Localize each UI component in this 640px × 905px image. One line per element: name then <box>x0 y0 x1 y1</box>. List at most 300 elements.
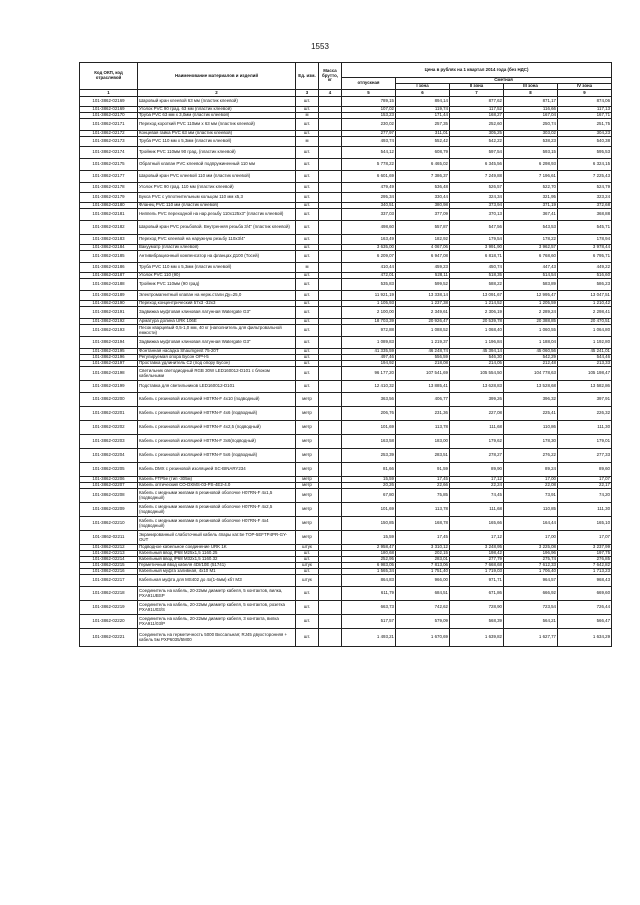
item-zone-4-price: 3 978,44 <box>558 245 612 251</box>
item-code: 101-3862-02172 <box>80 131 138 137</box>
table-row <box>80 629 612 647</box>
item-zone-3-price: 250,74 <box>504 119 558 131</box>
table-row <box>80 291 612 301</box>
item-zone-3-price: 104 778,63 <box>504 367 558 381</box>
item-release-price: 340,51 <box>342 203 396 209</box>
item-code: 101-3862-02216 <box>80 569 138 575</box>
item-zone-3-price: 321,95 <box>504 193 558 203</box>
item-name: Экранированный слаботочный кабель 4пары кат.5e TOP-5EFTP4PR-GY-OUT <box>138 531 296 545</box>
table-row <box>80 463 612 477</box>
item-mass <box>319 489 342 503</box>
item-name: Шаровый кран PVC клеевой 110 мм (пластик клеевой) <box>138 171 296 183</box>
item-unit: шт. <box>296 319 319 325</box>
table-row <box>80 119 612 131</box>
item-mass <box>319 235 342 245</box>
table-row <box>80 517 612 531</box>
item-zone-3-price: 275,74 <box>504 557 558 563</box>
item-zone-3-price: 538,23 <box>504 137 558 147</box>
item-zone-2-price: 179,54 <box>450 235 504 245</box>
table-row <box>80 183 612 193</box>
item-name: Подставка для светильников LED160012-D101 <box>138 381 296 393</box>
item-zone-4-price: 726,44 <box>558 601 612 615</box>
item-zone-4-price: 276,85 <box>558 557 612 563</box>
table-row <box>80 435 612 449</box>
item-mass <box>319 159 342 171</box>
item-zone-3-price: 447,43 <box>504 263 558 273</box>
item-zone-2-price: 117,52 <box>450 107 504 113</box>
column-number: 4 <box>319 90 342 97</box>
item-name: Букса PVC с уплотнительным кольцом 110 мм x5,3 <box>138 193 296 203</box>
item-name: Труба PVC 63 мм x 3,0мм (пластик клеевой) <box>138 113 296 119</box>
item-zone-3-price: 178,22 <box>504 235 558 245</box>
table-row <box>80 209 612 221</box>
item-release-price: 6 601,69 <box>342 171 396 183</box>
item-name: Кабель DMX с резиновой изоляцией SC-BINARY234 <box>138 463 296 477</box>
item-release-price: 20,26 <box>342 483 396 489</box>
header-zone-1: I зона <box>396 84 450 90</box>
item-zone-4-price: 74,20 <box>558 489 612 503</box>
item-release-price: 337,03 <box>342 209 396 221</box>
item-zone-1-price: 183,00 <box>396 435 450 449</box>
item-code: 101-3862-02218 <box>80 587 138 601</box>
item-zone-4-price: 117,13 <box>558 107 612 113</box>
item-name: Труба PVC 110 мм x 5,3мм (пластик клеевой) <box>138 137 296 147</box>
table-row <box>80 531 612 545</box>
item-zone-3-price: 7 196,61 <box>504 171 558 183</box>
item-unit: м <box>296 137 319 147</box>
item-code: 101-3862-02188 <box>80 279 138 291</box>
item-code: 101-3862-02196 <box>80 355 138 361</box>
header-zone-4: IV зона <box>558 84 612 90</box>
item-code: 101-3862-02221 <box>80 629 138 647</box>
table-row <box>80 147 612 159</box>
item-name: Кабель с резиновой изоляцией H07RN-F 3x6(подводный) <box>138 435 296 449</box>
item-code: 101-3862-02200 <box>80 393 138 407</box>
item-name: Вакууматр (пластик клеевой) <box>138 245 296 251</box>
item-zone-2-price: 877,62 <box>450 97 504 107</box>
item-zone-2-price: 728,90 <box>450 601 504 615</box>
item-zone-1-price: 894,14 <box>396 97 450 107</box>
table-row <box>80 97 612 107</box>
item-zone-1-price: 171,44 <box>396 113 450 119</box>
item-zone-3-price: 3 962,57 <box>504 245 558 251</box>
header-unit: Ед. изм. <box>296 63 319 90</box>
item-name: Соединитель на кабель, 20-22мм диаметр кабеля, 5 контактов, розетка PXA91U03/S <box>138 601 296 615</box>
header-mass: Масса брутто, кг <box>319 63 342 90</box>
item-zone-2-price: 546,30 <box>450 355 504 361</box>
item-zone-4-price: 6 795,71 <box>558 251 612 263</box>
item-release-price: 163,58 <box>342 435 396 449</box>
item-mass <box>319 463 342 477</box>
item-code: 101-3862-02184 <box>80 245 138 251</box>
item-zone-4-price: 372,68 <box>558 203 612 209</box>
item-code: 101-3862-02187 <box>80 273 138 279</box>
item-zone-1-price: 107 541,69 <box>396 367 450 381</box>
item-zone-1-price: 1 670,69 <box>396 629 450 647</box>
item-zone-4-price: 544,46 <box>558 355 612 361</box>
item-release-price: 1 565,34 <box>342 569 396 575</box>
item-unit: шт. <box>296 569 319 575</box>
item-release-price: 230,02 <box>342 119 396 131</box>
price-table-body <box>80 97 612 647</box>
item-zone-1-price: 22,66 <box>396 483 450 489</box>
item-unit: шт. <box>296 131 319 137</box>
item-unit: шт. <box>296 381 319 393</box>
item-mass <box>319 517 342 531</box>
item-zone-1-price: 966,00 <box>396 575 450 587</box>
item-zone-3-price: 22,08 <box>504 483 558 489</box>
item-zone-1-price: 552,42 <box>396 137 450 147</box>
item-zone-1-price: 113,78 <box>396 421 450 435</box>
item-unit: шт. <box>296 301 319 307</box>
item-release-price: 295,34 <box>342 193 396 203</box>
item-zone-1-price: 528,11 <box>396 273 450 279</box>
item-release-price: 1 089,83 <box>342 337 396 349</box>
item-name: Кабель с медными жилами в резиновой оболочке H07RN-F 4x2,5 (подводный) <box>138 503 296 517</box>
item-zone-2-price: 2 306,19 <box>450 307 504 319</box>
item-release-price: 107,02 <box>342 107 396 113</box>
item-zone-3-price: 2 289,24 <box>504 307 558 319</box>
item-release-price: 498,60 <box>342 221 396 235</box>
item-zone-3-price: 564,21 <box>504 615 558 629</box>
item-zone-3-price: 12 995,47 <box>504 291 558 301</box>
item-name: Тройник PVC 110мм (90 град) <box>138 279 296 291</box>
item-zone-4-price: 167,71 <box>558 113 612 119</box>
item-mass <box>319 393 342 407</box>
item-zone-1-price: 257,35 <box>396 119 450 131</box>
item-release-price: 253,39 <box>342 449 396 463</box>
item-release-price: 363,56 <box>342 393 396 407</box>
item-zone-1-price: 536,48 <box>396 183 450 193</box>
item-zone-4-price: 111,30 <box>558 421 612 435</box>
item-release-price: 11 921,19 <box>342 291 396 301</box>
item-release-price: 6 983,05 <box>342 563 396 569</box>
item-zone-1-price: 182,92 <box>396 235 450 245</box>
item-zone-3-price: 542,29 <box>504 355 558 361</box>
item-zone-4-price: 449,22 <box>558 263 612 273</box>
item-mass <box>319 119 342 131</box>
item-code: 101-3862-02192 <box>80 319 138 325</box>
item-zone-4-price: 7 225,43 <box>558 171 612 183</box>
item-zone-3-price: 73,91 <box>504 489 558 503</box>
item-release-price: 497,46 <box>342 355 396 361</box>
item-zone-1-price: 1 088,52 <box>396 325 450 337</box>
item-zone-1-price: 119,74 <box>396 107 450 113</box>
item-zone-1-price: 311,01 <box>396 131 450 137</box>
item-mass <box>319 421 342 435</box>
item-zone-1-price: 13 338,14 <box>396 291 450 301</box>
item-zone-2-price: 277,79 <box>450 557 504 563</box>
item-mass <box>319 183 342 193</box>
item-mass <box>319 97 342 107</box>
item-zone-4-price: 2 298,41 <box>558 307 612 319</box>
item-release-price: 2 100,00 <box>342 307 396 319</box>
item-unit: метр <box>296 421 319 435</box>
item-release-price: 493,74 <box>342 137 396 147</box>
item-zone-1-price: 168,78 <box>396 517 450 531</box>
table-row <box>80 393 612 407</box>
item-zone-4-price: 105 198,47 <box>558 367 612 381</box>
item-unit: шт. <box>296 587 319 601</box>
item-zone-3-price: 7 612,33 <box>504 563 558 569</box>
item-zone-2-price: 214,05 <box>450 361 504 367</box>
item-mass <box>319 221 342 235</box>
item-release-price: 163,49 <box>342 235 396 245</box>
item-zone-2-price: 252,60 <box>450 119 504 131</box>
item-release-price: 3 635,00 <box>342 245 396 251</box>
item-unit: шт. <box>296 307 319 319</box>
item-release-price: 479,49 <box>342 183 396 193</box>
item-name: Переход PVC клеевой на наружную резьбу 110x3/4" <box>138 235 296 245</box>
item-code: 101-3862-02177 <box>80 171 138 183</box>
item-code: 101-3862-02182 <box>80 221 138 235</box>
item-release-price: 12 410,32 <box>342 381 396 393</box>
item-code: 101-3862-02214 <box>80 557 138 563</box>
item-code: 101-3862-02191 <box>80 307 138 319</box>
item-zone-1-price: 6 465,02 <box>396 159 450 171</box>
item-code: 101-3862-02206 <box>80 477 138 483</box>
item-zone-1-price: 4 067,06 <box>396 245 450 251</box>
item-zone-2-price: 6 818,71 <box>450 251 504 263</box>
item-unit: метр <box>296 449 319 463</box>
item-mass <box>319 291 342 301</box>
item-code: 101-3862-02170 <box>80 113 138 119</box>
item-unit: шт. <box>296 171 319 183</box>
table-row <box>80 325 612 337</box>
item-name: Кабель FTP5e (тип -305м) <box>138 477 296 483</box>
item-release-price: 5 778,22 <box>342 159 396 171</box>
table-row <box>80 235 612 245</box>
item-mass <box>319 449 342 463</box>
item-zone-1-price: 406,77 <box>396 393 450 407</box>
item-zone-1-price: 684,51 <box>396 587 450 601</box>
item-zone-4-price: 7 642,82 <box>558 563 612 569</box>
item-zone-2-price: 3 248,95 <box>450 545 504 551</box>
item-zone-4-price: 277,33 <box>558 449 612 463</box>
item-zone-2-price: 568,39 <box>450 615 504 629</box>
item-zone-4-price: 22,17 <box>558 483 612 489</box>
item-zone-3-price: 1 060,55 <box>504 325 558 337</box>
item-unit: метр <box>296 407 319 421</box>
item-code: 101-3862-02198 <box>80 367 138 381</box>
item-zone-1-price: 231,36 <box>396 407 450 421</box>
item-zone-3-price: 6 298,93 <box>504 159 558 171</box>
item-release-price: 15,59 <box>342 477 396 483</box>
item-zone-1-price: 459,23 <box>396 263 450 273</box>
item-name: Обратный клапан PVC клеевой подпружиненный 110 мм <box>138 159 296 171</box>
item-release-price: 472,01 <box>342 273 396 279</box>
item-zone-2-price: 105 554,50 <box>450 367 504 381</box>
item-zone-2-price: 7 668,68 <box>450 563 504 569</box>
item-code: 101-3862-02174 <box>80 147 138 159</box>
table-row <box>80 587 612 601</box>
item-zone-2-price: 278,27 <box>450 449 504 463</box>
item-zone-4-price: 1 210,42 <box>558 301 612 307</box>
item-zone-4-price: 968,43 <box>558 575 612 587</box>
item-zone-1-price: 7 386,37 <box>396 171 450 183</box>
item-release-price: 517,57 <box>342 615 396 629</box>
item-zone-3-price: 522,70 <box>504 183 558 193</box>
item-zone-4-price: 540,38 <box>558 137 612 147</box>
column-number: 1 <box>80 90 138 97</box>
item-unit: шт. <box>296 629 319 647</box>
item-code: 101-3862-02204 <box>80 449 138 463</box>
item-zone-3-price: 3 225,08 <box>504 545 558 551</box>
item-code: 101-3862-02203 <box>80 435 138 449</box>
item-zone-3-price: 666,92 <box>504 587 558 601</box>
header-estimate-price: Сметная <box>396 78 612 84</box>
item-zone-2-price: 198,42 <box>450 551 504 557</box>
item-unit: метр <box>296 463 319 477</box>
item-name: Фонтанная насадка Shaumgeist 75-20T <box>138 349 296 355</box>
item-code: 101-3862-02207 <box>80 483 138 489</box>
item-zone-4-price: 20 470,51 <box>558 319 612 325</box>
item-code: 101-3862-02169 <box>80 107 138 113</box>
item-mass <box>319 307 342 319</box>
item-zone-3-price: 6 768,60 <box>504 251 558 263</box>
item-mass <box>319 325 342 337</box>
column-number: 8 <box>504 90 558 97</box>
item-zone-2-price: 373,94 <box>450 203 504 209</box>
header-price-group: Цена в рублях на 1 квартал 2014 года (без НДС) <box>342 63 612 78</box>
item-mass <box>319 435 342 449</box>
item-name: Кабель с резиновой изоляцией H07RN-F 4x10 (подводный) <box>138 393 296 407</box>
column-number: 7 <box>450 90 504 97</box>
item-zone-2-price: 179,62 <box>450 435 504 449</box>
item-zone-2-price: 518,35 <box>450 273 504 279</box>
item-zone-1-price: 75,85 <box>396 489 450 503</box>
item-unit: шт. <box>296 97 319 107</box>
item-code: 101-3862-02205 <box>80 463 138 477</box>
header-name: Наименование материалов и изделий <box>138 63 296 90</box>
item-name: Кабельный муфта заливная, 4x10 M1 <box>138 569 296 575</box>
item-zone-1-price: 380,98 <box>396 203 450 209</box>
header-zone-3: III зона <box>504 84 558 90</box>
item-zone-3-price: 1 627,77 <box>504 629 558 647</box>
item-name: Переход концентрический 57x3 -32x3 <box>138 301 296 307</box>
item-zone-1-price: 3 310,12 <box>396 545 450 551</box>
item-zone-4-price: 13 582,86 <box>558 381 612 393</box>
item-mass <box>319 407 342 421</box>
table-row <box>80 449 612 463</box>
item-name: Светильник светодиодный RGB 30W LED160012-D101 c блоком кабельными <box>138 367 296 381</box>
item-release-price: 252,95 <box>342 557 396 563</box>
item-zone-4-price: 524,79 <box>558 183 612 193</box>
item-zone-3-price: 196,96 <box>504 551 558 557</box>
item-zone-2-price: 305,25 <box>450 131 504 137</box>
item-zone-4-price: 45 241,01 <box>558 349 612 355</box>
item-zone-1-price: 579,09 <box>396 615 450 629</box>
price-table <box>79 62 612 647</box>
item-mass <box>319 531 342 545</box>
item-zone-2-price: 671,86 <box>450 587 504 601</box>
item-zone-4-price: 17,07 <box>558 531 612 545</box>
item-zone-3-price: 45 060,56 <box>504 349 558 355</box>
table-row <box>80 251 612 263</box>
item-name: Уголок PVC 90 град. 63 мм (пластик клеевой) <box>138 107 296 113</box>
item-zone-3-price: 110,85 <box>504 503 558 517</box>
item-release-price: 6 209,07 <box>342 251 396 263</box>
item-zone-2-price: 1 719,03 <box>450 569 504 575</box>
item-mass <box>319 337 342 349</box>
item-release-price: 972,88 <box>342 325 396 337</box>
item-zone-4-price: 197,75 <box>558 551 612 557</box>
item-zone-1-price: 7 813,06 <box>396 563 450 569</box>
table-row <box>80 575 612 587</box>
item-zone-2-price: 111,68 <box>450 503 504 517</box>
item-zone-1-price: 1 237,38 <box>396 301 450 307</box>
item-zone-2-price: 20 539,78 <box>450 319 504 325</box>
item-unit: метр <box>296 435 319 449</box>
item-unit: метр <box>296 489 319 503</box>
table-row <box>80 407 612 421</box>
item-zone-1-price: 599,52 <box>396 279 450 291</box>
item-mass <box>319 615 342 629</box>
item-code: 101-3862-02180 <box>80 203 138 209</box>
item-zone-4-price: 111,30 <box>558 503 612 517</box>
table-row <box>80 171 612 183</box>
item-mass <box>319 171 342 183</box>
item-unit: шт. <box>296 279 319 291</box>
item-zone-2-price: 597,54 <box>450 147 504 159</box>
item-name: Концевая гайка PVC 63 мм (пластик клеевой) <box>138 131 296 137</box>
item-zone-3-price: 964,57 <box>504 575 558 587</box>
item-unit: шт. <box>296 557 319 563</box>
item-zone-2-price: 22,24 <box>450 483 504 489</box>
column-number: 2 <box>138 90 296 97</box>
item-zone-2-price: 1 196,84 <box>450 337 504 349</box>
item-zone-3-price: 593,15 <box>504 147 558 159</box>
item-code: 101-3862-02202 <box>80 421 138 435</box>
item-unit: шт. <box>296 203 319 209</box>
item-name: Антивибрационный компенсатор на фланцах Д100 (Тосей) <box>138 251 296 263</box>
item-mass <box>319 629 342 647</box>
item-release-price: 789,15 <box>342 97 396 107</box>
header-code: Код ОКП, код отраслевой <box>80 63 138 90</box>
item-zone-2-price: 6 345,56 <box>450 159 504 171</box>
item-release-price: 67,80 <box>342 489 396 503</box>
item-unit: шт. <box>296 147 319 159</box>
item-name: Соединитель на кабель, 20-22мм диаметр кабеля, 3 контакта, вилка PXA911/03/P <box>138 615 296 629</box>
item-zone-2-price: 17,12 <box>450 531 504 545</box>
item-code: 101-3862-02175 <box>80 159 138 171</box>
item-code: 101-3862-02195 <box>80 349 138 355</box>
item-release-price: 544,12 <box>342 147 396 159</box>
item-name: Кабель с резиновой изоляцией H07RN-F 4x2,5 (подводный) <box>138 421 296 435</box>
item-name: Кабель с медными жилами в резиновой оболочке H07RN-F 4x4 (подводный) <box>138 517 296 531</box>
item-name: Кабель с резиновой изоляцией H07RN-F 4x6 (подводный) <box>138 407 296 421</box>
item-zone-2-price: 227,08 <box>450 407 504 421</box>
item-zone-2-price: 1 214,52 <box>450 301 504 307</box>
table-row <box>80 601 612 615</box>
item-unit: шт. <box>296 159 319 171</box>
page-number: 1553 <box>311 42 329 51</box>
item-zone-1-price: 13 885,41 <box>396 381 450 393</box>
item-zone-1-price: 218,08 <box>396 361 450 367</box>
item-name: Регулируемая опора Бусон ОРЧ-5 <box>138 355 296 361</box>
header-release-price: отпускная <box>342 78 396 90</box>
item-unit: шт. <box>296 235 319 245</box>
item-zone-4-price: 179,01 <box>558 435 612 449</box>
item-unit: штук <box>296 575 319 587</box>
item-zone-2-price: 7 249,88 <box>450 171 504 183</box>
item-unit: шт. <box>296 183 319 193</box>
item-name: Труба PVC 110 мм x 5,3мм (пластик клеевой) <box>138 263 296 273</box>
item-zone-2-price: 399,26 <box>450 393 504 407</box>
item-unit: шт. <box>296 601 319 615</box>
item-zone-3-price: 178,30 <box>504 435 558 449</box>
item-unit: шт. <box>296 325 319 337</box>
